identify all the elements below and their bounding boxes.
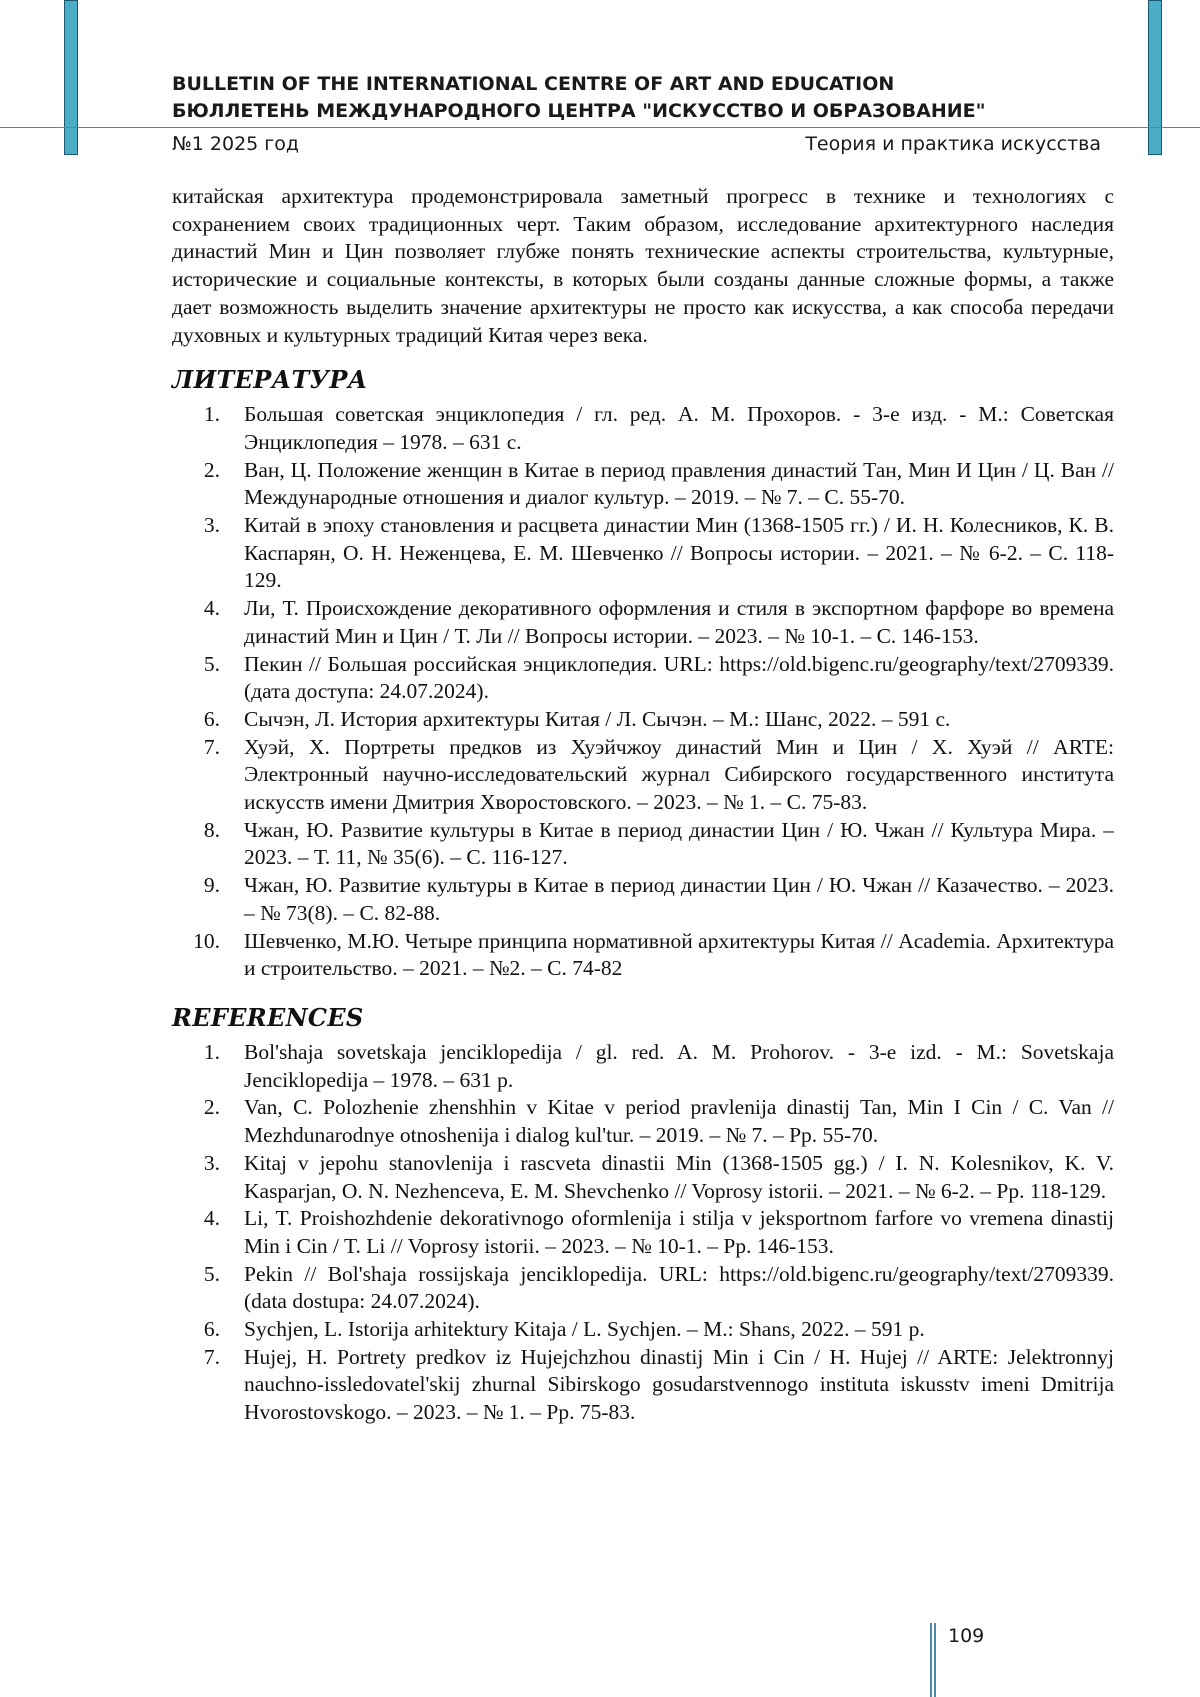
issue-label: №1 2025 год <box>172 133 300 155</box>
page-number: 109 <box>948 1625 985 1647</box>
item-number: 1. <box>203 1039 220 1064</box>
literature-item <box>172 706 1114 734</box>
item-number: 8. <box>203 817 220 842</box>
header-rule <box>0 127 1200 128</box>
literature-item <box>172 651 1114 706</box>
reference-item <box>172 1344 1114 1427</box>
item-text: Китай в эпоху становления и расцвета династии Мин (1368-1505 гг.) / И. Н. Колесников, К. В. Каспарян, О. Н. Неженцева, Е. М. Шевченко // Вопросы истории. – 2021. – № 6-2. – С. 118-129. <box>244 513 1114 593</box>
references-heading: REFERENCES <box>172 1002 364 1032</box>
item-number: 1. <box>203 402 220 427</box>
literature-item <box>172 817 1114 872</box>
reference-item <box>172 1039 1114 1094</box>
item-number: 6. <box>203 706 220 731</box>
literature-item <box>172 734 1114 817</box>
section-label: Теория и практика искусства <box>805 133 1101 155</box>
literature-item <box>172 401 1114 456</box>
item-number: 7. <box>203 734 220 759</box>
literature-item <box>172 595 1114 650</box>
page-number-bar <box>930 1623 936 1697</box>
item-number: 5. <box>203 651 220 676</box>
item-number: 4. <box>203 596 220 621</box>
item-number: 9. <box>203 873 220 898</box>
references-list <box>172 1039 1114 1427</box>
journal-title-ru: БЮЛЛЕТЕНЬ МЕЖДУНАРОДНОГО ЦЕНТРА "ИСКУССТВО И ОБРАЗОВАНИЕ" <box>172 100 986 122</box>
item-number: 3. <box>203 513 220 538</box>
item-text: Большая советская энциклопедия / гл. ред. А. М. Прохоров. - 3-е изд. - М.: Советская Энциклопедия – 1978. – 631 с. <box>244 402 1114 454</box>
journal-title-en: BULLETIN OF THE INTERNATIONAL CENTRE OF ART AND EDUCATION <box>172 73 895 95</box>
item-text: Li, T. Proishozhdenie dekorativnogo oformlenija i stilja v jeksportnom farfore vo vremena dinastij Min i Cin / T. Li // Voprosy istorii. – 2023. – № 10-1. – Pp. 146-153. <box>244 1206 1114 1258</box>
literature-item <box>172 928 1114 983</box>
item-number: 4. <box>203 1206 220 1231</box>
reference-item <box>172 1261 1114 1316</box>
item-text: Ли, Т. Происхождение декоративного оформления и стиля в экспортном фарфоре во времена династий Мин и Цин / Т. Ли // Вопросы истории. – 2023. – № 10-1. – С. 146-153. <box>244 596 1114 648</box>
item-text: Hujej, H. Portrety predkov iz Hujejchzhou dinastij Min i Cin / H. Hujej // ARTE: Jelektronnyj nauchno-issledovatel'skij zhurnal Sibirskogo gosudarstvennogo instituta iskusstv imeni Dmitrija Hvorostovskogo. – 2023. – № 1. – Pp. 75-83. <box>244 1344 1114 1425</box>
item-number: 6. <box>203 1317 220 1342</box>
item-text: Пекин // Большая российская энциклопедия. URL: https://old.bigenc.ru/geography/text/2709339. (дата доступа: 24.07.2024). <box>244 651 1114 704</box>
item-text: Van, C. Polozhenie zhenshhin v Kitae v period pravlenija dinastij Tan, Min I Cin / C. Van // Mezhdunarodnye otnoshenija i dialog kul'tur. – 2019. – № 7. – Pp. 55-70. <box>244 1095 1114 1148</box>
main-content <box>172 183 1114 1427</box>
item-text: Сычэн, Л. История архитектуры Китая / Л. Сычэн. – М.: Шанс, 2022. – 591 с. <box>244 706 951 731</box>
reference-item <box>172 1094 1114 1149</box>
item-text: Ван, Ц. Положение женщин в Китае в период правления династий Тан, Мин И Цин / Ц. Ван // Международные отношения и диалог культур. – 2019. – № 7. – С. 55-70. <box>244 457 1114 510</box>
item-text: Pekin // Bol'shaja rossijskaja jenciklopedija. URL: https://old.bigenc.ru/geography/text/2709339. (data dostupa: 24.07.2024). <box>244 1261 1114 1314</box>
item-text: Sychjen, L. Istorija arhitektury Kitaja / L. Sychjen. – M.: Shans, 2022. – 591 p. <box>244 1317 925 1342</box>
reference-item <box>172 1316 1114 1344</box>
intro-paragraph: китайская архитектура продемонстрировала заметный прогресс в технике и технологиях с сохранением своих традиционных черт. Таким образом, исследование архитектурного наследия династий Мин и Цин позволяет глубже понять технические аспекты строительства, культурные, исторические и социальные контексты, в которых были созданы данные сложные формы, а также дает возможность выделить значение архитектуры не просто как искусства, а как способа передачи духовных и культурных традиций Китая через века. <box>172 184 1114 347</box>
item-text: Чжан, Ю. Развитие культуры в Китае в период династии Цин / Ю. Чжан // Культура Мира. – 2023. – Т. 11, № 35(6). – С. 116-127. <box>244 817 1114 870</box>
item-text: Kitaj v jepohu stanovlenija i rascveta dinastii Min (1368-1505 gg.) / I. N. Kolesnikov, K. V. Kasparjan, O. N. Nezhenceva, E. M. Shevchenko // Voprosy istorii. – 2021. – № 6-2. – Pp. 118-129. <box>244 1150 1114 1203</box>
item-number: 10. <box>193 928 220 953</box>
item-text: Хуэй, Х. Портреты предков из Хуэйчжоу династий Мин и Цин / Х. Хуэй // ARTE: Электронный научно-исследовательский журнал Сибирского государственного института искусств имени Дмитрия Хворостовского. – 2023. – № 1. – С. 75-83. <box>244 734 1114 815</box>
item-text: Чжан, Ю. Развитие культуры в Китае в период династии Цин / Ю. Чжан // Казачество. – 2023. – № 73(8). – С. 82-88. <box>244 873 1114 925</box>
item-number: 5. <box>203 1261 220 1286</box>
item-text: Bol'shaja sovetskaja jenciklopedija / gl. red. A. M. Prohorov. - 3-e izd. - M.: Sovetskaja Jenciklopedija – 1978. – 631 p. <box>244 1039 1114 1092</box>
literature-heading: ЛИТЕРАТУРА <box>172 365 368 395</box>
literature-item <box>172 872 1114 927</box>
literature-item <box>172 457 1114 512</box>
item-number: 3. <box>203 1150 220 1175</box>
reference-item <box>172 1150 1114 1205</box>
item-text: Шевченко, М.Ю. Четыре принципа нормативной архитектуры Китая // Academia. Архитектура и строительство. – 2021. – №2. – С. 74-82 <box>244 928 1114 981</box>
header-left-bar <box>64 0 78 155</box>
literature-item <box>172 512 1114 595</box>
header-right-bar <box>1148 0 1162 155</box>
item-number: 2. <box>203 1095 220 1120</box>
literature-list <box>172 401 1114 983</box>
item-number: 2. <box>203 457 220 482</box>
reference-item <box>172 1205 1114 1260</box>
item-number: 7. <box>203 1344 220 1369</box>
